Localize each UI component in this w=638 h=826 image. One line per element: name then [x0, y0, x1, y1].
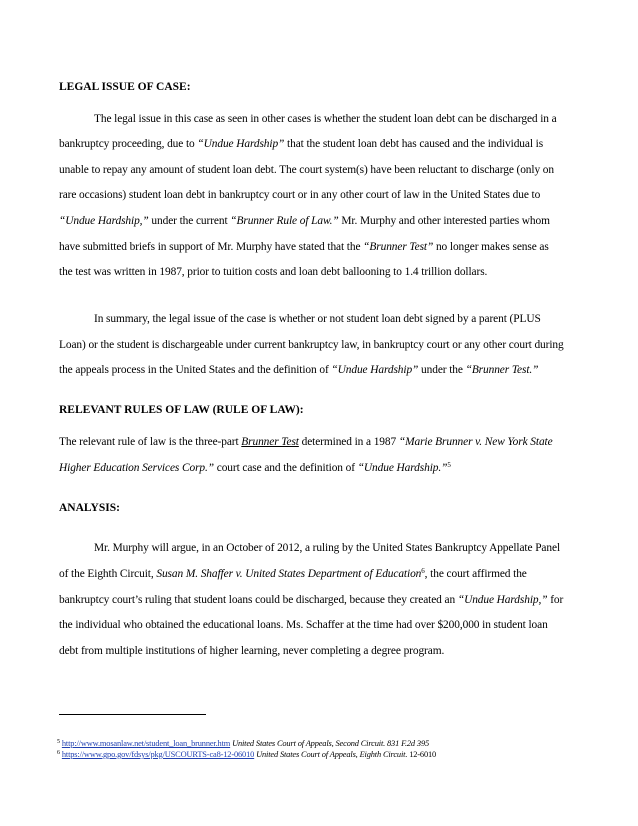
- footnote-number: 5: [57, 739, 60, 745]
- heading-analysis: ANALYSIS:: [59, 502, 120, 514]
- heading-legal-issue: LEGAL ISSUE OF CASE:: [59, 81, 191, 93]
- paragraph-analysis-line: of the Eighth Circuit, Susan M. Shaffer v. United States Department of Education$^6$, the court affirmed the: [59, 567, 527, 580]
- paragraph-summary-line: the appeals process in the United States and the definition of “Undue Hardship” under the “Brunner Test.”: [59, 364, 539, 376]
- paragraph-analysis-line: bankruptcy court’s ruling that student loans could be discharged, because they created an “Undue Hardship,” for: [59, 594, 564, 606]
- footnote-5: $^5$ http://www.mosanlaw.net/student_loan_brunner.htm United States Court of Appeals, Second Circuit. 831 F.2d 395: [57, 739, 430, 748]
- footnote-link[interactable]: http://www.mosanlaw.net/student_loan_brunner.htm: [61, 739, 231, 748]
- paragraph-legal-issue-line: unable to repay any amount of student loan debt. The court system(s) have been reluctant to discharge (only on: [59, 164, 554, 176]
- paragraph-analysis-line: Mr. Murphy will argue, in an October of 2012, a ruling by the United States Bankruptcy Appellate Panel: [94, 542, 561, 554]
- heading-relevant-rules: RELEVANT RULES OF LAW (RULE OF LAW):: [59, 404, 304, 416]
- paragraph-rules-line: The relevant rule of law is the three-part Brunner Test determined in a 1987 “Marie Brunner v. New York State: [59, 436, 553, 448]
- paragraph-legal-issue-line: bankruptcy proceeding, due to “Undue Hardship” that the student loan debt has caused and the individual is: [59, 138, 544, 150]
- paragraph-legal-issue-line: “Undue Hardship,” under the current “Brunner Rule of Law.” Mr. Murphy and other interested parties whom: [59, 215, 550, 227]
- paragraph-analysis-line: debt from multiple institutions of higher learning, never completing a degree program.: [59, 645, 445, 657]
- paragraph-analysis-line: the individual who obtained the educational loans. Ms. Schaffer at the time had over $200,000 in student loan: [59, 619, 548, 631]
- paragraph-legal-issue-line: have submitted briefs in support of Mr. Murphy have stated that the “Brunner Test” no longer makes sense as: [59, 241, 549, 253]
- paragraph-summary-line: In summary, the legal issue of the case is whether or not student loan debt signed by a parent (PLUS: [94, 313, 541, 325]
- footnote-link[interactable]: https://www.gpo.gov/fdsys/pkg/USCOURTS-ca8-12-06010: [61, 750, 255, 759]
- footnote-ref-5[interactable]: 5: [447, 461, 451, 469]
- paragraph-legal-issue-line: the test was written in 1987, prior to tuition costs and loan debt ballooning to 1.4 trillion dollars.: [59, 266, 488, 278]
- footnote-6: $^6$ https://www.gpo.gov/fdsys/pkg/USCOURTS-ca8-12-06010 United States Court of Appeals, Eighth Circuit. 12-6010: [57, 750, 437, 759]
- paragraph-legal-issue-line: The legal issue in this case as seen in other cases is whether the student loan debt can be discharged in a: [94, 113, 557, 125]
- footnote-ref-6[interactable]: 6: [421, 567, 425, 575]
- footnote-separator: [59, 714, 206, 715]
- paragraph-summary-line: Loan) or the student is dischargeable under current bankruptcy law, in bankruptcy court or any other court during: [59, 339, 564, 351]
- paragraph-legal-issue-line: rare occasions) student loan debt in bankruptcy court or in any other court of law in the United States due to: [59, 189, 541, 201]
- paragraph-rules-line: Higher Education Services Corp.” court case and the definition of “Undue Hardship.”$^5$: [59, 461, 451, 474]
- footnote-number: 6: [57, 750, 60, 756]
